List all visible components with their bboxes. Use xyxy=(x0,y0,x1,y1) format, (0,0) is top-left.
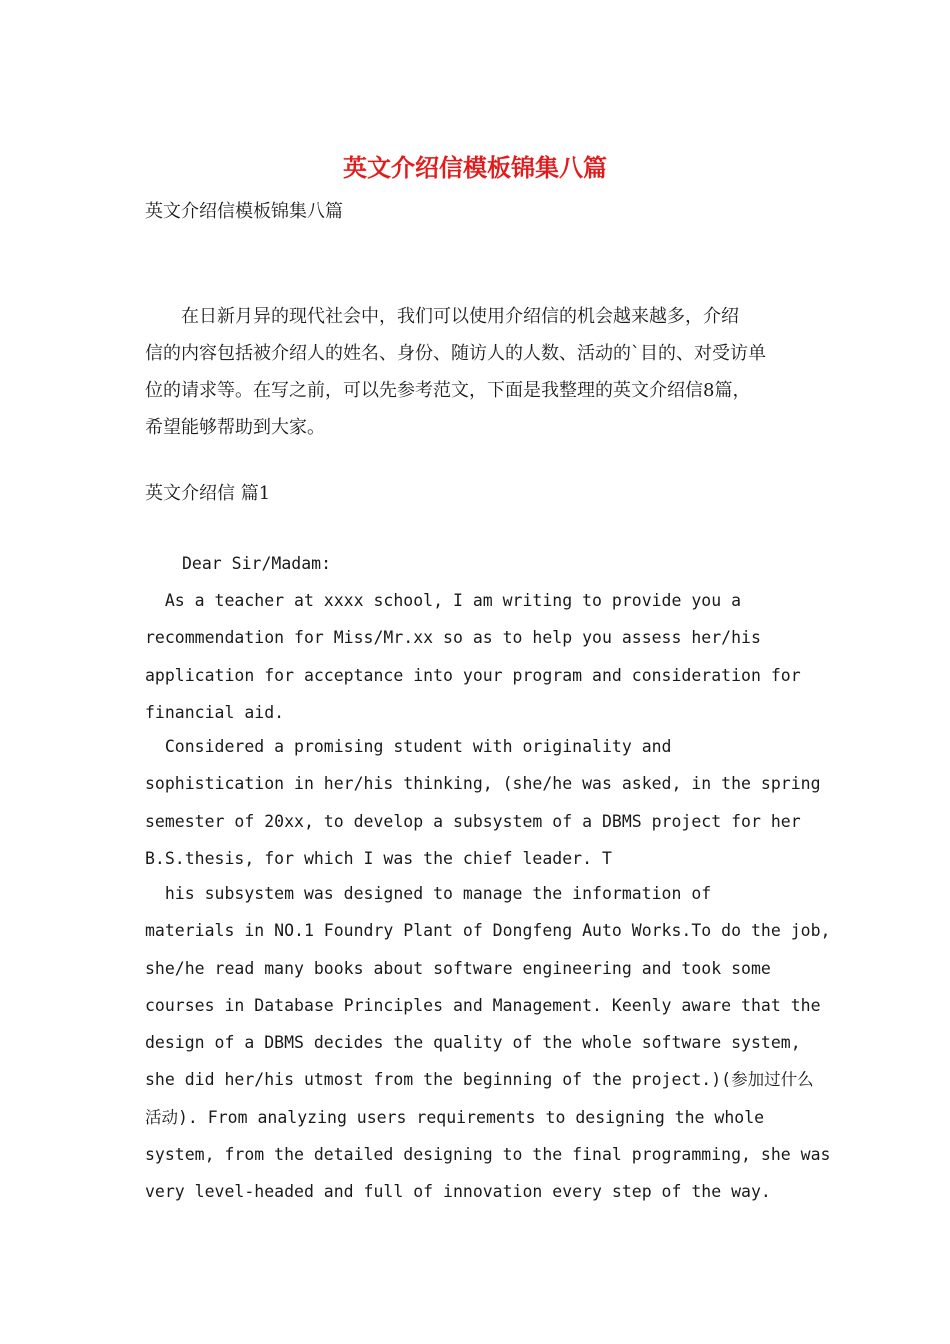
intro-line: 信的内容包括被介绍人的姓名、身份、随访人的人数、活动的`目的、对受访单 xyxy=(145,343,766,364)
letter-line: materials in NO.1 Foundry Plant of Dongfeng Auto Works.To do the job, xyxy=(145,921,831,941)
letter-line: his subsystem was designed to manage the information of xyxy=(145,884,712,903)
intro-paragraph xyxy=(145,298,805,446)
letter-paragraph-1 xyxy=(145,582,825,731)
intro-line: 在日新月异的现代社会中，我们可以使用介绍信的机会越来越多，介绍 xyxy=(145,306,739,327)
letter-line: recommendation for Miss/Mr.xx so as to help you assess her/his xyxy=(145,628,761,648)
intro-line: 希望能够帮助到大家。 xyxy=(145,417,325,438)
letter-line: she/he read many books about software engineering and took some xyxy=(145,958,771,978)
letter-line: semester of 20xx, to develop a subsystem of a DBMS project for her xyxy=(145,811,801,831)
letter-line: application for acceptance into your program and consideration for xyxy=(145,665,801,685)
letter-line: B.S.thesis, for which I was the chief leader. T xyxy=(145,848,612,868)
letter-paragraph-3 xyxy=(145,875,831,1211)
letter-line: very level-headed and full of innovation every step of the way. xyxy=(145,1182,771,1202)
letter-line: 活动). From analyzing users requirements to designing the whole xyxy=(145,1107,765,1127)
document-title: 英文介绍信模板锦集八篇 xyxy=(343,153,607,182)
letter-line: system, from the detailed designing to the final programming, she was xyxy=(145,1145,831,1165)
letter-line: sophistication in her/his thinking, (she/he was asked, in the spring xyxy=(145,774,821,794)
intro-line: 位的请求等。在写之前，可以先参考范文，下面是我整理的英文介绍信8篇， xyxy=(145,380,751,401)
letter-line: courses in Database Principles and Management. Keenly aware that the xyxy=(145,995,821,1015)
letter-paragraph-2 xyxy=(145,728,825,877)
letter-salutation: Dear Sir/Madam: xyxy=(182,554,332,573)
section-heading: 英文介绍信 篇1 xyxy=(145,483,271,504)
letter-line: Considered a promising student with originality and xyxy=(145,737,672,756)
letter-line: As a teacher at xxxx school, I am writing to provide you a xyxy=(145,591,742,610)
letter-line: she did her/his utmost from the beginning of the project.)(参加过什么 xyxy=(145,1070,814,1090)
letter-line: design of a DBMS decides the quality of the whole software system, xyxy=(145,1033,801,1053)
document-subtitle: 英文介绍信模板锦集八篇 xyxy=(145,201,343,222)
letter-line: financial aid. xyxy=(145,702,285,722)
